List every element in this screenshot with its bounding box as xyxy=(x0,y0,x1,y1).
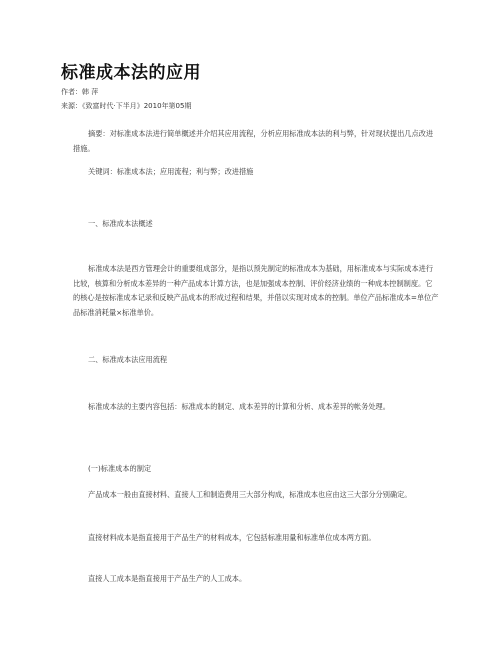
subsection-1-heading: (一)标准成本的制定 xyxy=(88,464,152,473)
section-2-body: 标准成本法的主要内容包括：标准成本的制定、成本差异的计算和分析、成本差异的帐务处理。 xyxy=(88,402,390,411)
author-line: 作者：韩 萍 xyxy=(61,88,99,96)
section-2-heading: 二、标准成本法应用流程 xyxy=(88,355,168,364)
section-1-heading: 一、标准成本法概述 xyxy=(88,219,153,228)
document-title: 标准成本法的应用 xyxy=(61,63,201,83)
keywords-paragraph: 关键词：标准成本法；应用流程；利与弊；改进措施 xyxy=(88,167,254,176)
section-1-body: 标准成本法是西方管理会计的重要组成部分，是指以预先制定的标准成本为基础，用标准成本与实际成本进行比较，核算和分析成本差异的一种产品成本计算方法，也是加强成本控制、评价经济业绩的一种成本控制制度。它的核心是按标准成本记录和反映产品成本的形成过程和结果，并借以实现对成本的控制。单位产品标准成本=单位产品标准消耗量×标准单价。 xyxy=(73,264,439,317)
abstract-paragraph: 摘要：对标准成本法进行简单概述并介绍其应用流程，分析应用标准成本法的利与弊，针对现状提出几点改进措施。 xyxy=(73,129,434,153)
subsection-1-body: 产品成本一般由直接材料、直接人工和制造费用三大部分构成，标准成本也应由这三大部分分别确定。 xyxy=(88,490,412,499)
source-line: 来源：《致富时代·下半月》2010年第05期 xyxy=(61,102,192,110)
direct-material-paragraph: 直接材料成本是指直接用于产品生产的材料成本，它包括标准用量和标准单位成本两方面。 xyxy=(88,533,376,542)
direct-labor-line: 直接人工成本是指直接用于产品生产的人工成本。 xyxy=(88,574,247,583)
